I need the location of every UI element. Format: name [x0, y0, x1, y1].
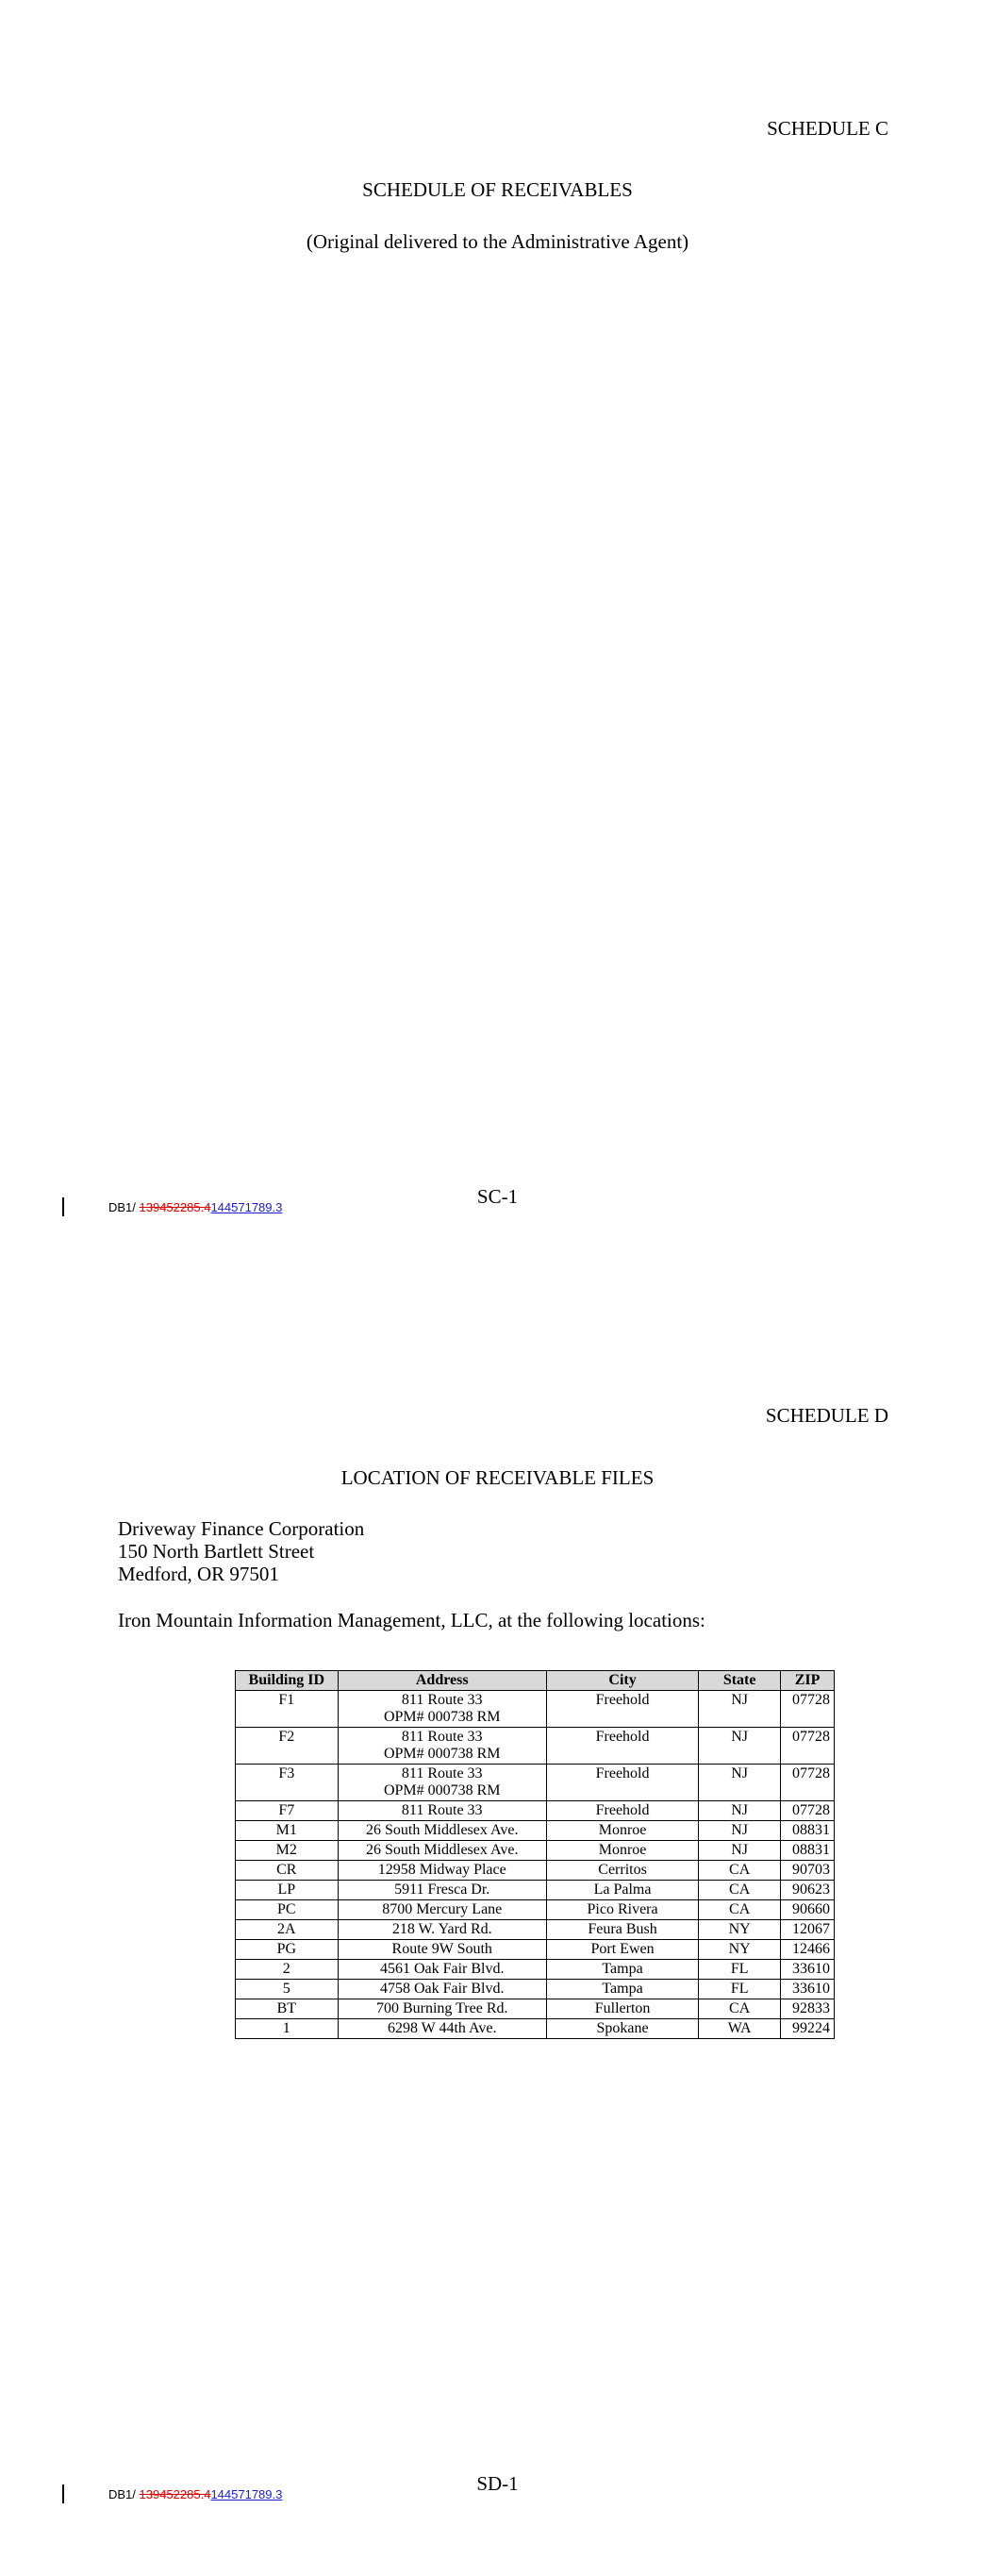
cell-building-id: M2 [236, 1841, 339, 1861]
address-line: 5911 Fresca Dr. [394, 1882, 490, 1898]
cell-state: NJ [699, 1691, 781, 1728]
cell-state: CA [699, 1900, 781, 1920]
cell-building-id: M1 [236, 1821, 339, 1841]
page-title: SCHEDULE OF RECEIVABLES [362, 178, 633, 201]
cell-zip: 07728 [781, 1801, 835, 1821]
cell-building-id: 2A [236, 1920, 339, 1940]
cell-zip: 08831 [781, 1841, 835, 1861]
cell-address [338, 1821, 546, 1841]
cell-state: FL [699, 1980, 781, 1999]
cell-address [338, 2019, 546, 2039]
address-line: OPM# 000738 RM [383, 1782, 501, 1798]
cell-zip: 90623 [781, 1881, 835, 1900]
page-schedule-d [0, 1288, 995, 2576]
cell-building-id: PG [236, 1940, 339, 1960]
table-row [236, 1900, 835, 1920]
cell-state: FL [699, 1960, 781, 1980]
page-title: LOCATION OF RECEIVABLE FILES [340, 1466, 655, 1489]
cell-city: Monroe [546, 1821, 698, 1841]
change-bar [62, 2484, 64, 2503]
page-subtitle: (Original delivered to the Administrative Agent) [306, 230, 689, 253]
cell-zip: 12067 [781, 1920, 835, 1940]
cell-state: NJ [699, 1765, 781, 1801]
schedule-label: SCHEDULE C [767, 117, 888, 140]
cell-city: Fullerton [546, 1999, 698, 2019]
cell-building-id: 1 [236, 2019, 339, 2039]
cell-building-id: CR [236, 1861, 339, 1881]
cell-address [338, 1728, 546, 1765]
address-line: 26 South Middlesex Ave. [365, 1822, 519, 1838]
cell-address [338, 1920, 546, 1940]
cell-city: Spokane [546, 2019, 698, 2039]
table-row [236, 1841, 835, 1861]
cell-zip: 08831 [781, 1821, 835, 1841]
cell-state: CA [699, 1999, 781, 2019]
cell-building-id: LP [236, 1881, 339, 1900]
cell-state: NJ [699, 1801, 781, 1821]
address-line: 12958 Midway Place [377, 1862, 506, 1878]
table-row [236, 1960, 835, 1980]
footer-doc-id [108, 1200, 282, 1214]
address-line: OPM# 000738 RM [383, 1746, 501, 1762]
cell-state: CA [699, 1861, 781, 1881]
cell-state: NJ [699, 1821, 781, 1841]
footer-doc-inserted: 144571789.3 [210, 1200, 283, 1214]
cell-city: Pico Rivera [546, 1900, 698, 1920]
address-line: 4758 Oak Fair Blvd. [379, 1981, 505, 1997]
cell-zip: 99224 [781, 2019, 835, 2039]
cell-address [338, 1841, 546, 1861]
cell-building-id: F3 [236, 1765, 339, 1801]
cell-state: NY [699, 1920, 781, 1940]
table-row [236, 1999, 835, 2019]
cell-zip: 92833 [781, 1999, 835, 2019]
address-line: 8700 Mercury Lane [382, 1901, 503, 1917]
table-row [236, 1765, 835, 1801]
header-address: Address [338, 1671, 546, 1691]
cell-zip: 33610 [781, 1980, 835, 1999]
page-number: SD-1 [476, 2472, 519, 2495]
cell-zip: 90660 [781, 1900, 835, 1920]
change-bar [62, 1197, 64, 1216]
address-line: 811 Route 33 [401, 1729, 483, 1745]
cell-address [338, 1980, 546, 1999]
cell-city: Monroe [546, 1841, 698, 1861]
cell-address [338, 1801, 546, 1821]
cell-building-id: PC [236, 1900, 339, 1920]
footer-doc-prefix: DB1/ [108, 1200, 140, 1214]
table-row [236, 2019, 835, 2039]
address-line-city: Medford, OR 97501 [118, 1563, 279, 1585]
address-line: 700 Burning Tree Rd. [375, 2000, 508, 2016]
table-header-row [236, 1671, 835, 1691]
address-line-street: 150 North Bartlett Street [118, 1540, 315, 1563]
address-line: 811 Route 33 [401, 1802, 483, 1818]
address-line: 218 W. Yard Rd. [391, 1921, 492, 1937]
locations-table [235, 1670, 835, 2039]
cell-address [338, 1900, 546, 1920]
page-number: SC-1 [476, 1185, 519, 1208]
cell-building-id: 5 [236, 1980, 339, 1999]
cell-city: Cerritos [546, 1861, 698, 1881]
header-zip: ZIP [781, 1671, 835, 1691]
cell-address [338, 1940, 546, 1960]
table-row [236, 1861, 835, 1881]
cell-address [338, 1691, 546, 1728]
table-row [236, 1728, 835, 1765]
address-line: 4561 Oak Fair Blvd. [379, 1961, 505, 1977]
cell-building-id: F1 [236, 1691, 339, 1728]
table-row [236, 1881, 835, 1900]
cell-city: Feura Bush [546, 1920, 698, 1940]
cell-building-id: F7 [236, 1801, 339, 1821]
footer-doc-id [108, 2487, 282, 2501]
address-block [118, 1517, 364, 1585]
cell-city: La Palma [546, 1881, 698, 1900]
cell-zip: 07728 [781, 1691, 835, 1728]
cell-building-id: F2 [236, 1728, 339, 1765]
cell-state: NJ [699, 1841, 781, 1861]
footer-doc-inserted: 144571789.3 [210, 2487, 283, 2501]
address-line-company: Driveway Finance Corporation [118, 1517, 365, 1540]
header-building-id: Building ID [236, 1671, 339, 1691]
address-line: 811 Route 33 [401, 1765, 483, 1781]
table-row [236, 1801, 835, 1821]
cell-city: Tampa [546, 1960, 698, 1980]
address-line: 6298 W 44th Ave. [387, 2020, 497, 2036]
footer-doc-prefix: DB1/ [108, 2487, 140, 2501]
table-row [236, 1691, 835, 1728]
header-state: State [699, 1671, 781, 1691]
schedule-label: SCHEDULE D [765, 1404, 888, 1427]
cell-address [338, 1999, 546, 2019]
cell-city: Freehold [546, 1691, 698, 1728]
cell-address [338, 1765, 546, 1801]
cell-address [338, 1881, 546, 1900]
cell-state: NJ [699, 1728, 781, 1765]
footer-doc-deleted: 139452285.4 [139, 1200, 211, 1214]
address-line: Route 9W South [391, 1941, 492, 1957]
cell-state: CA [699, 1881, 781, 1900]
table-row [236, 1940, 835, 1960]
table-body [236, 1691, 835, 2039]
cell-zip: 90703 [781, 1861, 835, 1881]
table-row [236, 1980, 835, 1999]
locations-intro: Iron Mountain Information Management, LLC, at the following locations: [118, 1609, 705, 1631]
cell-zip: 07728 [781, 1728, 835, 1765]
cell-building-id: 2 [236, 1960, 339, 1980]
address-line: 811 Route 33 [401, 1692, 483, 1708]
cell-state: NY [699, 1940, 781, 1960]
cell-city: Tampa [546, 1980, 698, 1999]
cell-city: Port Ewen [546, 1940, 698, 1960]
cell-building-id: BT [236, 1999, 339, 2019]
cell-zip: 07728 [781, 1765, 835, 1801]
cell-state: WA [699, 2019, 781, 2039]
cell-zip: 33610 [781, 1960, 835, 1980]
cell-city: Freehold [546, 1728, 698, 1765]
footer-doc-deleted: 139452285.4 [139, 2487, 211, 2501]
cell-zip: 12466 [781, 1940, 835, 1960]
table-row [236, 1821, 835, 1841]
header-city: City [546, 1671, 698, 1691]
cell-city: Freehold [546, 1801, 698, 1821]
cell-address [338, 1960, 546, 1980]
table-row [236, 1920, 835, 1940]
address-line: OPM# 000738 RM [383, 1709, 501, 1725]
cell-city: Freehold [546, 1765, 698, 1801]
cell-address [338, 1861, 546, 1881]
address-line: 26 South Middlesex Ave. [365, 1842, 519, 1858]
